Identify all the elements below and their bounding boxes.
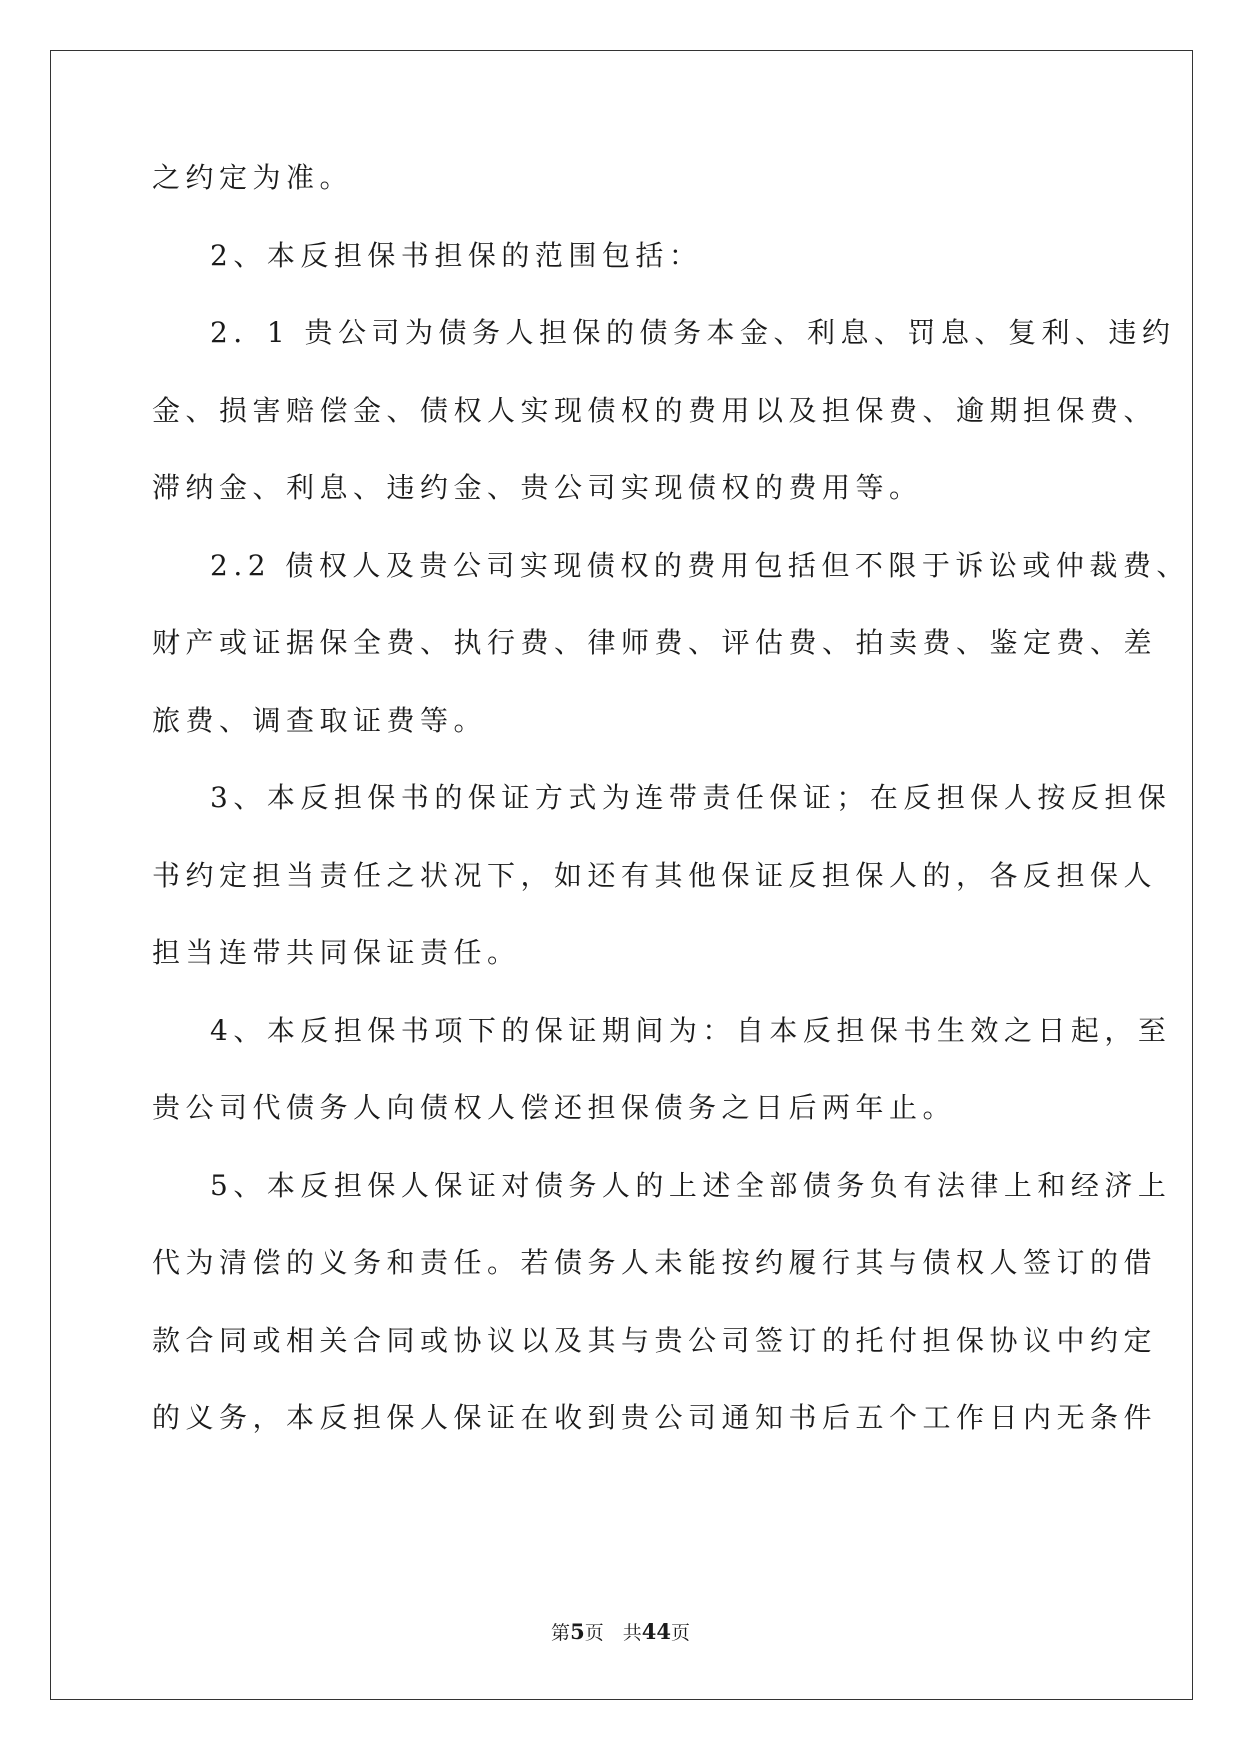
text-line: 旅费、调查取证费等。 [152,703,488,737]
text-line: 金、损害赔偿金、债权人实现债权的费用以及担保费、逾期担保费、 [152,393,1158,427]
page-footer [0,1618,1241,1645]
text-line: 2、本反担保书担保的范围包括： [210,238,703,272]
text-line: 4、本反担保书项下的保证期间为：自本反担保书生效之日起，至 [210,1013,1172,1047]
current-page-number: 5 [570,1619,585,1644]
text-line: 之约定为准。 [152,161,354,194]
footer-middle: 页 共 [584,1622,642,1644]
text-line: 款合同或相关合同或协议以及其与贵公司签订的托付担保协议中约定 [152,1323,1158,1357]
text-line: 贵公司代债务人向债权人偿还担保债务之日后两年止。 [152,1091,957,1124]
footer-suffix: 页 [670,1622,690,1644]
text-line: 财产或证据保全费、执行费、律师费、评估费、拍卖费、鉴定费、差 [152,626,1158,659]
text-line: 滞纳金、利息、违约金、贵公司实现债权的费用等。 [152,471,923,504]
total-page-count: 44 [641,1619,671,1644]
document-body [152,158,1190,1476]
text-line: 2．1 贵公司为债务人担保的债务本金、利息、罚息、复利、违约 [210,316,1176,349]
text-line: 5、本反担保人保证对债务人的上述全部债务负有法律上和经济上 [210,1168,1172,1202]
text-line: 书约定担当责任之状况下，如还有其他保证反担保人的，各反担保人 [152,858,1158,892]
text-line: 担当连带共同保证责任。 [152,936,521,969]
text-line: 3、本反担保书的保证方式为连带责任保证；在反担保人按反担保 [210,781,1172,814]
text-line: 的义务，本反担保人保证在收到贵公司通知书后五个工作日内无条件 [152,1401,1158,1434]
footer-prefix: 第 [551,1622,571,1644]
text-line: 代为清偿的义务和责任。若债务人未能按约履行其与债权人签订的借 [152,1246,1158,1279]
text-line: 2.2 债权人及贵公司实现债权的费用包括但不限于诉讼或仲裁费、 [210,548,1190,582]
